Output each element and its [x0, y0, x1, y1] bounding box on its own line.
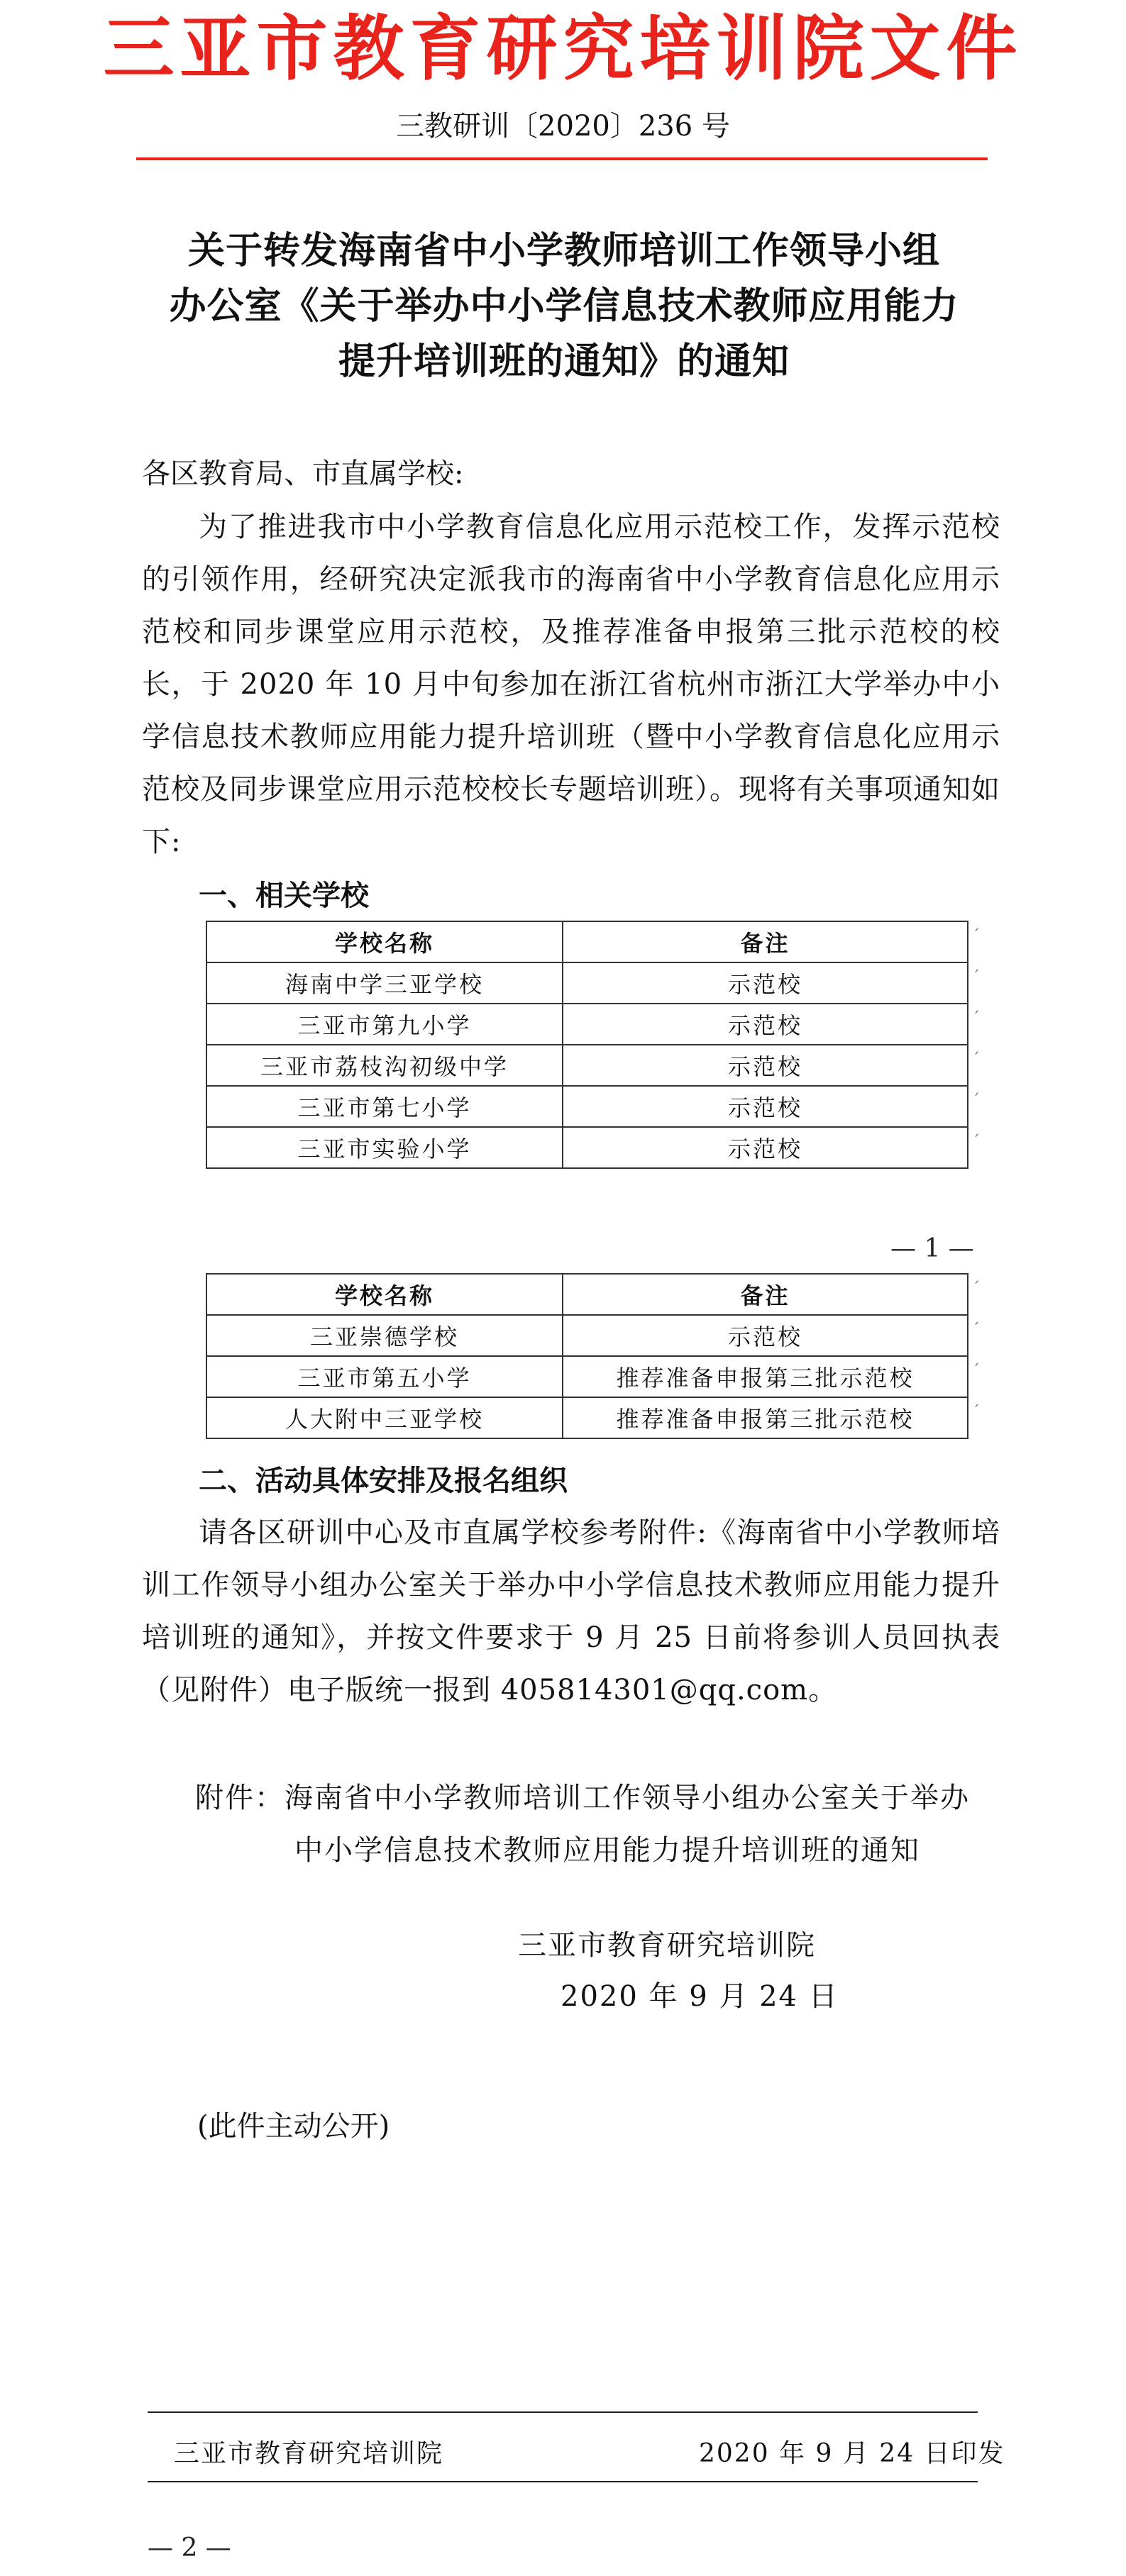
section2-paragraph: 请各区研训中心及市直属学校参考附件:《海南省中小学教师培训工作领导小组办公室关于举办中小学信息技术教师应用能力提升培训班的通知》，并按文件要求于 9 月 25 日前将参训人员回执表（见附件）电子版统一报到 405814301@qq.com。 [142, 1516, 1000, 1706]
column-header-note: 备注 [563, 921, 968, 962]
row-end-mark: ˊ [972, 969, 980, 987]
table-row [206, 1004, 968, 1045]
row-end-mark: ˊ [972, 1362, 980, 1380]
row-end-mark: ˊ [972, 1280, 980, 1298]
section-heading-arrangements: 二、活动具体安排及报名组织 [199, 1465, 568, 1497]
notice-title-line-2: 办公室《关于举办中小学信息技术教师应用能力 [169, 284, 959, 328]
row-end-mark: ˊ [972, 928, 980, 945]
column-header-school: 学校名称 [206, 1274, 563, 1315]
row-end-mark: ˊ [972, 1404, 980, 1421]
column-header-school: 学校名称 [206, 921, 563, 962]
row-end-mark: ˊ [972, 1133, 980, 1151]
header-red-rule [136, 157, 988, 160]
footer-org: 三亚市教育研究培训院 [174, 2439, 444, 2468]
note-cell: 示范校 [563, 1004, 968, 1045]
row-end-mark: ˊ [972, 1092, 980, 1110]
footer-print-date: 2020 年 9 月 24 日印发 [699, 2439, 1005, 2468]
school-name-cell: 三亚市第七小学 [206, 1086, 563, 1127]
table-row [206, 1127, 968, 1168]
document-header-title: 三亚市教育研究培训院文件 [103, 6, 1023, 90]
school-name-cell: 海南中学三亚学校 [206, 962, 563, 1004]
table-row [206, 1086, 968, 1127]
document-number: 三教研训〔2020〕236 号 [396, 110, 730, 143]
attachment-line-2: 中小学信息技术教师应用能力提升培训班的通知 [294, 1834, 920, 1867]
body-paragraph: 为了推进我市中小学教育信息化应用示范校工作，发挥示范校的引领作用，经研究决定派我市的海南省中小学教育信息化应用示范校和同步课堂应用示范校，及推荐准备申报第三批示范校的校长，于 2020 年 10 月中旬参加在浙江省杭州市浙江大学举办中小学信息技术教师应用能力提升培训班（暨中小学教育信息化应用示范校及同步课堂应用示范校校长专题培训班）。现将有关事项通知如下: [142, 511, 1000, 858]
attachment-line-1: 海南省中小学教师培训工作领导小组办公室关于举办 [285, 1782, 970, 1814]
footer-top-rule [148, 2411, 978, 2413]
table-row [206, 1045, 968, 1086]
salutation: 各区教育局、市直属学校: [142, 457, 464, 490]
table-row [206, 1397, 968, 1438]
signature-org: 三亚市教育研究培训院 [518, 1929, 816, 1962]
row-end-mark: ˊ [972, 1010, 980, 1028]
table-row [206, 1356, 968, 1397]
notice-title-line-3: 提升培训班的通知》的通知 [338, 340, 790, 383]
school-name-cell: 三亚市第九小学 [206, 1004, 563, 1045]
page-number-2: — 2 — [148, 2533, 231, 2563]
school-name-cell: 三亚市第五小学 [206, 1356, 563, 1397]
notice-title-line-1: 关于转发海南省中小学教师培训工作领导小组 [187, 229, 940, 272]
school-name-cell: 三亚市荔枝沟初级中学 [206, 1045, 563, 1086]
row-end-mark: ˊ [972, 1321, 980, 1339]
schools-table-page2 [206, 1273, 968, 1439]
note-cell: 推荐准备申报第三批示范校 [563, 1356, 968, 1397]
note-cell: 示范校 [563, 1315, 968, 1356]
table-header-row [206, 921, 968, 962]
column-header-note: 备注 [563, 1274, 968, 1315]
signature-date: 2020 年 9 月 24 日 [561, 1980, 839, 2013]
attachment-label: 附件： [195, 1782, 285, 1814]
note-cell: 示范校 [563, 1127, 968, 1168]
table-row [206, 1315, 968, 1356]
note-cell: 示范校 [563, 1045, 968, 1086]
disclosure-note: (此件主动公开) [197, 2110, 390, 2143]
section-heading-related-schools: 一、相关学校 [199, 879, 369, 912]
page-number-1: — 1 — [890, 1234, 974, 1263]
attachment-note [195, 1772, 1004, 1877]
school-name-cell: 人大附中三亚学校 [206, 1397, 563, 1438]
row-end-mark: ˊ [972, 1051, 980, 1069]
note-cell: 推荐准备申报第三批示范校 [563, 1397, 968, 1438]
table-header-row [206, 1274, 968, 1315]
notice-title [92, 223, 1036, 389]
school-name-cell: 三亚崇德学校 [206, 1315, 563, 1356]
footer-bottom-rule [148, 2481, 978, 2482]
note-cell: 示范校 [563, 962, 968, 1004]
schools-table-page1 [206, 921, 968, 1169]
note-cell: 示范校 [563, 1086, 968, 1127]
school-name-cell: 三亚市实验小学 [206, 1127, 563, 1168]
table-row [206, 962, 968, 1004]
